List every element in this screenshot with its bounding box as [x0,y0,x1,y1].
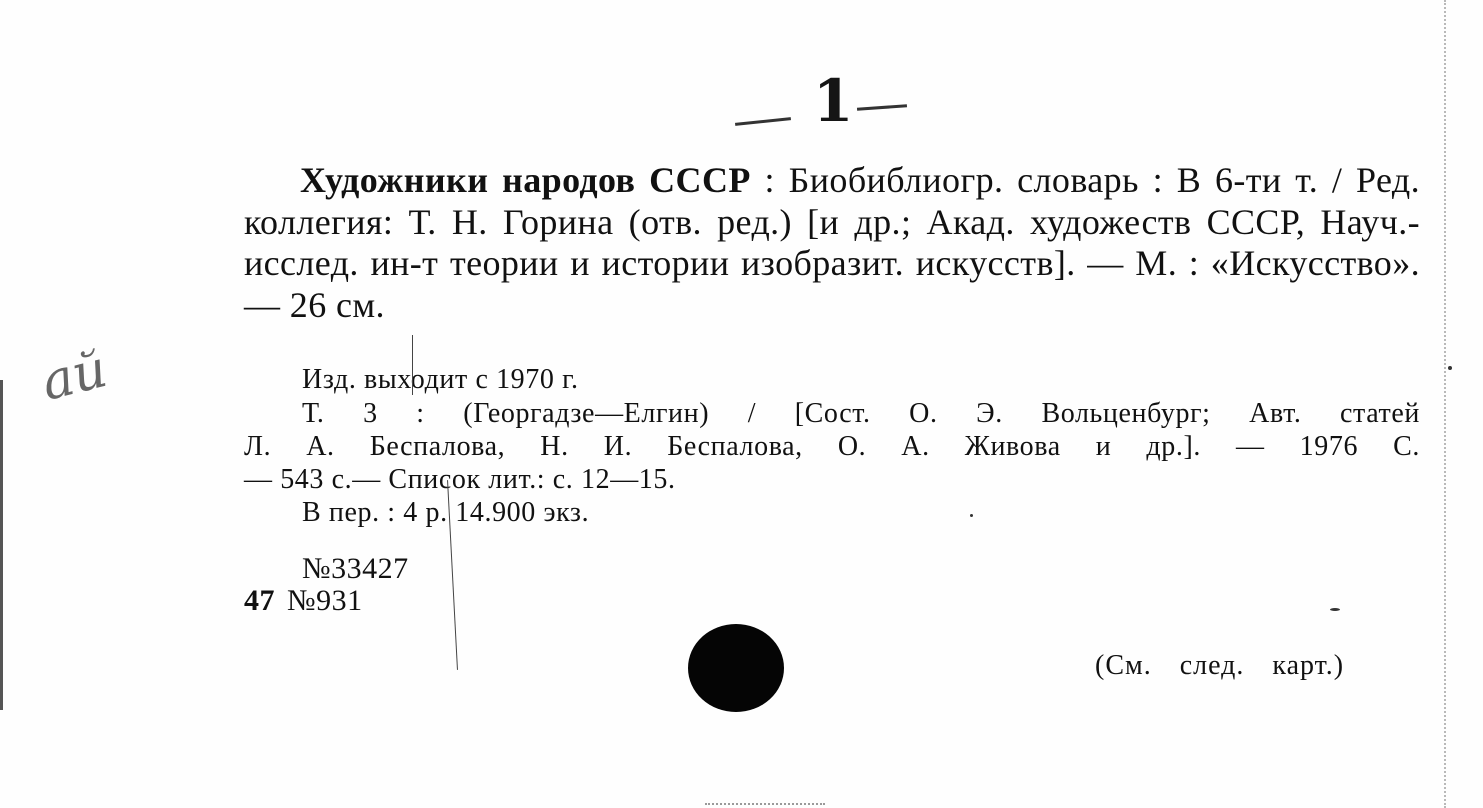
page-number-digit: 1 [813,67,854,135]
entry-title: Художники народов СССР [300,160,751,200]
speck [1448,366,1452,370]
volume-line-2: Л. А. Беспалова, Н. И. Беспалова, О. А. Живова и др.]. — 1976 С. [244,431,1420,462]
stray-mark [412,335,413,395]
record-number: №33427 [302,552,409,585]
entry-description: : Биобиблиогр. словарь : В 6-ти т. / Ред. коллегия: Т. Н. Горина (отв. ред.) [и др.; Акад. художеств СССР, Науч.-исслед. ин-т теории и истории изобразит. искусств]. — М. : «Искусство». — 26 см. [244,160,1421,325]
entry-heading [244,160,1420,326]
page-number-dash-right [857,104,907,110]
continuation-note: (См. след. карт.) [1095,650,1345,681]
volume-line-3: — 543 с.— Список лит.: с. 12—15. [244,464,676,495]
page-number-dash-left [735,117,791,126]
card-number-line [244,585,363,617]
publication-note: Изд. выходит с 1970 г. [302,364,579,395]
handwritten-margin-mark: ай [35,339,113,413]
card-edge-line [1444,0,1446,808]
volume-line-1: Т. 3 : (Георгадзе—Елгин) / [Сост. О. Э. Вольценбург; Авт. статей [302,398,1420,429]
punch-hole [688,624,784,712]
card-number-prefix: 47 [244,584,275,617]
left-edge-shadow [0,380,3,710]
handwritten-page-number [735,67,915,152]
price-line: В пер. : 4 р. 14.900 экз. [302,497,590,528]
bottom-edge-mark [705,803,825,805]
speck [970,514,973,517]
speck [1330,608,1340,611]
card-number: №931 [287,584,363,617]
